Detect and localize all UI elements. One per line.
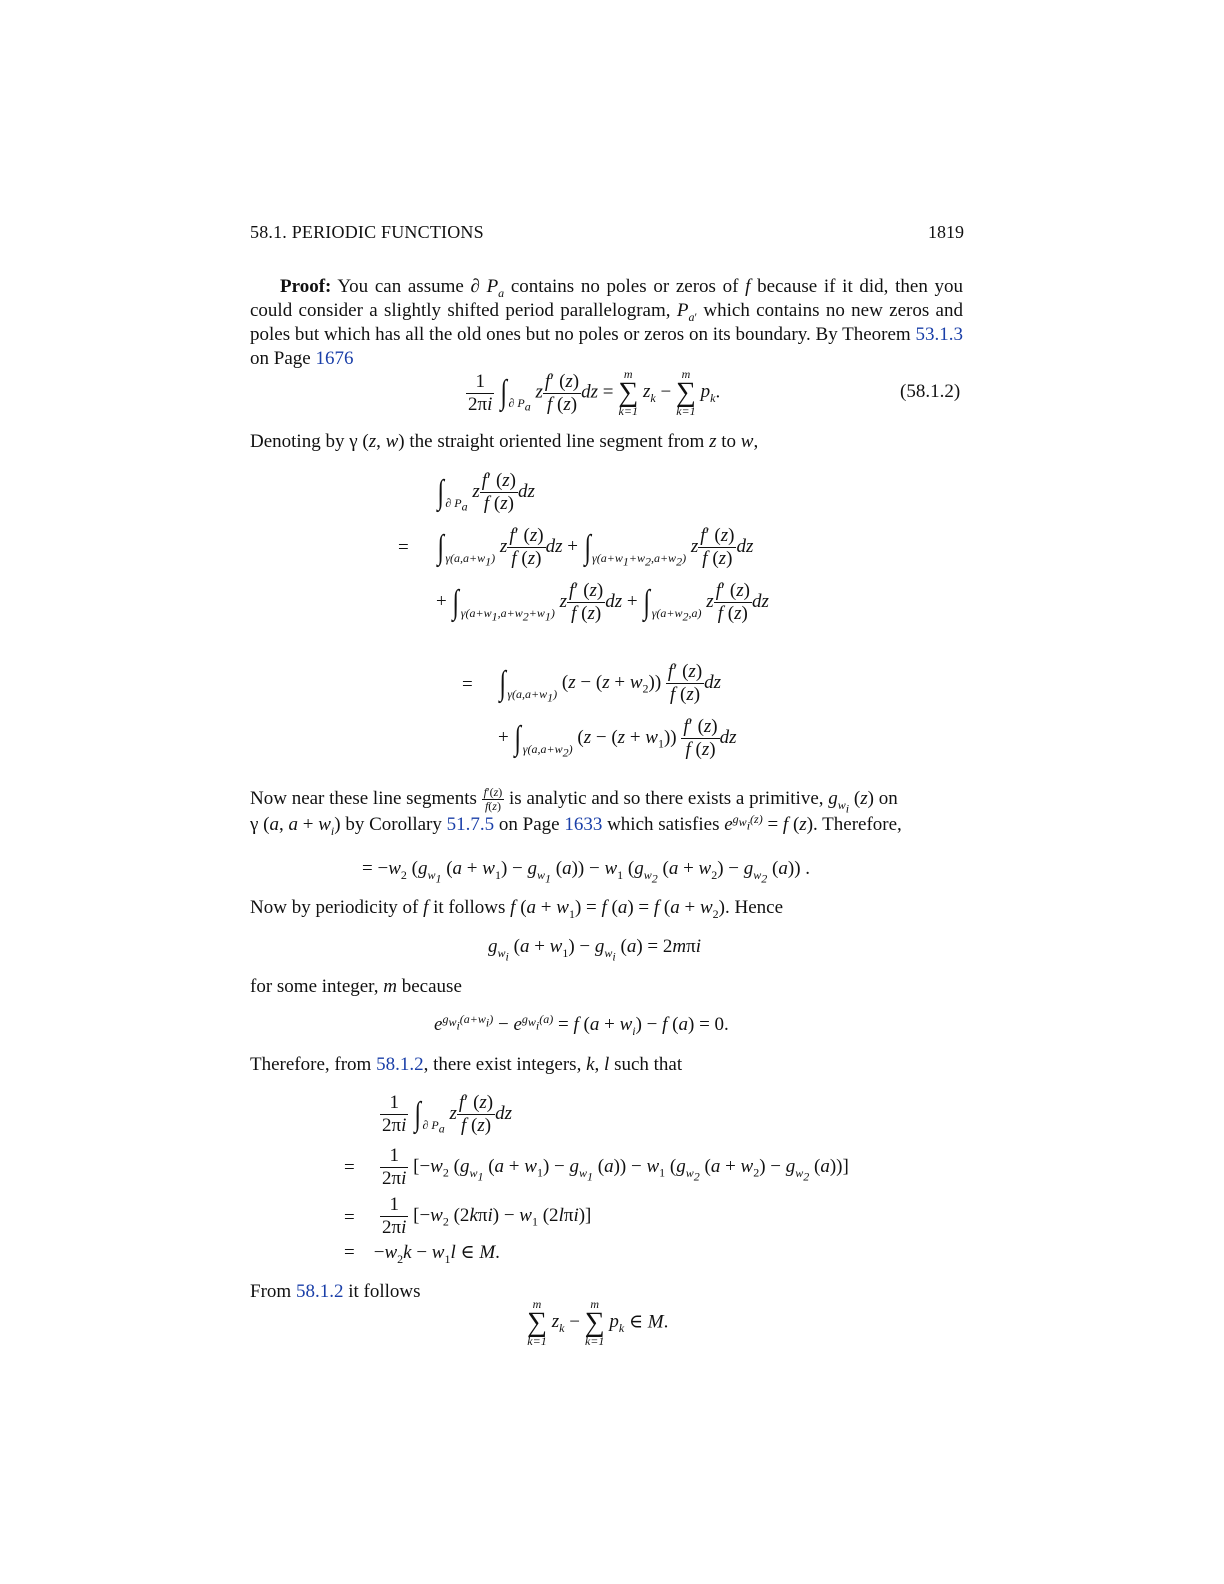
- final-line-3: $\frac{1}{2\pi i}$ [$-w_2$ $(2k\pi i) - w_1$ (2lπi)]: [382, 1194, 592, 1238]
- paragraph-text: . Therefore,: [813, 814, 902, 835]
- proof-text: on Page: [250, 348, 316, 369]
- integer-text: for some integer,: [250, 976, 384, 997]
- integral-line-2: $\int_{\gamma(a,a+w_1)}$ z $\frac{f' (z)}{f (z)}$ dz + $\int_{\gamma(a+w_1+w_2,a+w_2)}$ z $\frac{f' (z)}{f (z)}$ dz: [437, 525, 754, 569]
- paragraph-text: by Corollary: [340, 814, 447, 835]
- periodicity-text: . Hence: [724, 897, 784, 918]
- final-line-2: $\frac{1}{2\pi i}$ [$-w_2$ ($g_{w_1}$ $(a + w_1) - g_{w_1}$ $(a)) - w_1$ ($g_{w_2}$ $(a + w_2) - g_{w_2}$ (a))]: [382, 1145, 849, 1189]
- conclusion-equation: m ∑ k=1 $z_k$ − m ∑ k=1 $p_k$ ∈ M.: [527, 1297, 669, 1348]
- integral-line-3: + $\int_{\gamma(a+w_1,a+w_2+w_1)}$ z $\frac{f' (z)}{f (z)}$ dz + $\int_{\gamma(a+w_2,a)}$ z $\frac{f' (z)}{f (z)}$ dz: [436, 580, 769, 624]
- integer-line: for some integer, m because: [250, 976, 462, 997]
- primitive-paragraph: Now near these line segments $\frac{f'(z)}{f(z)}$ is analytic and so there exists a primitive, $g_{w_i}$ (z) on γ (a, $a + w_i$) by Corollary 51.7.5 on Page 1633 which satisfies $e^{g_{w_i}(z)} = f$ (z). Therefore,: [250, 785, 902, 838]
- page-link[interactable]: 1633: [564, 814, 603, 835]
- denoting-text: the straight oriented line segment from: [404, 431, 710, 452]
- therefore-text: , there exist integers,: [423, 1054, 587, 1075]
- paragraph-text: on: [873, 787, 898, 809]
- equals-sign: =: [398, 537, 409, 558]
- final-line-4: = $-w_2k - w_1l$ ∈ M.: [344, 1242, 500, 1266]
- periodicity-text: it follows: [428, 897, 511, 918]
- primitive-difference-equation: = $-w_2$ ($g_{w_1}$ $(a + w_1) - g_{w_1}$ $(a)) - w_1$ ($g_{w_2}$ $(a + w_2) - g_{w_2}$ (a)) .: [362, 858, 811, 886]
- periodicity-text: Now by periodicity of: [250, 897, 424, 918]
- from-text: it follows: [343, 1281, 421, 1302]
- from-text: From: [250, 1281, 296, 1302]
- therefore-line: Therefore, from 58.1.2, there exist integers, k, l such that: [250, 1054, 683, 1075]
- proof-text: which contains no new zeros and poles but which has all the old ones but no poles or zeros on its boundary. By Theorem: [250, 300, 963, 345]
- therefore-text: Therefore, from: [250, 1054, 377, 1075]
- equation-58-1-2: $\frac{1}{2\pi i}$ $\int_{\partial P_a}$ z $\frac{f' (z)}{f (z)}$ dz = m ∑ k=1 $z_k$ − m ∑ k=1 $p_k$.: [468, 367, 721, 418]
- paragraph-text: which satisfies: [602, 814, 725, 835]
- integral-line-5: + $\int_{\gamma(a,a+w_2)}$ $(z - (z + w_1))$ $\frac{f' (z)}{f (z)}$ dz: [498, 716, 737, 760]
- from-line: [250, 1280, 421, 1304]
- denoting-text: to: [716, 431, 741, 452]
- page-link[interactable]: 1676: [315, 348, 354, 369]
- integral-line-4: $\int_{\gamma(a,a+w_1)}$ $(z - (z + w_2))$ $\frac{f' (z)}{f (z)}$ dz: [499, 661, 722, 705]
- integer-multiple-equation: $g_{w_i}$ $(a + w_1) - g_{w_i}$ (a) = 2mπi: [488, 936, 701, 964]
- integer-text: because: [397, 976, 462, 997]
- denoting-text: ,: [753, 431, 759, 452]
- theorem-link[interactable]: 53.1.3: [915, 324, 963, 345]
- denoting-line: Denoting by γ (z, w) the straight oriented line segment from z to w,: [250, 431, 759, 452]
- paragraph-text: on Page: [494, 814, 565, 835]
- periodicity-line: Now by periodicity of f it follows f $(a + w_1) = f$ (a) = f $(a + w_2)$. Hence: [250, 897, 784, 921]
- proof-text: because if it did, then you could consider a slightly shifted period parallelogram,: [250, 276, 963, 321]
- proof-label: Proof:: [280, 276, 332, 297]
- final-line-1: $\frac{1}{2\pi i}$ $\int_{\partial P_a}$ z $\frac{f' (z)}{f (z)}$ dz: [382, 1092, 513, 1136]
- proof-text: contains no poles or zeros of: [504, 276, 746, 297]
- proof-text: You can assume ∂: [331, 276, 487, 297]
- equals-sign: =: [462, 674, 473, 695]
- equation-number: (58.1.2): [900, 381, 961, 402]
- denoting-text: Denoting by: [250, 431, 350, 452]
- proof-paragraph: Proof: You can assume ∂ $P_a$ contains no poles or zeros of f because if it did, then you could consider a slightly shifted period parallelogram, $P_{a'}$ which contains no new zeros and poles but which has all the old ones but no poles or zeros on its boundary. By Theorem 53.1.3 on Page 1676: [250, 276, 963, 369]
- paragraph-text: Now near these line segments: [250, 787, 482, 809]
- exponential-equation: $e^{g_{w_i}(a+w_i)} - e^{g_{w_i}(a)} = f$ $(a + w_i) - f$ (a) = 0.: [434, 1011, 729, 1038]
- equals-sign: =: [344, 1157, 355, 1178]
- page-number: 1819: [928, 222, 964, 242]
- equation-link[interactable]: 58.1.2: [376, 1054, 424, 1075]
- paragraph-text: is analytic and so there exists a primitive,: [504, 787, 829, 809]
- equation-link[interactable]: 58.1.2: [295, 1281, 344, 1302]
- running-header-section: 58.1. PERIODIC FUNCTIONS: [250, 222, 484, 242]
- integral-line-1: $\int_{\partial P_a}$ z $\frac{f' (z)}{f (z)}$ dz: [437, 470, 535, 514]
- equals-sign: =: [344, 1207, 355, 1228]
- corollary-link[interactable]: 51.7.5: [446, 814, 495, 835]
- therefore-text: such that: [609, 1054, 683, 1075]
